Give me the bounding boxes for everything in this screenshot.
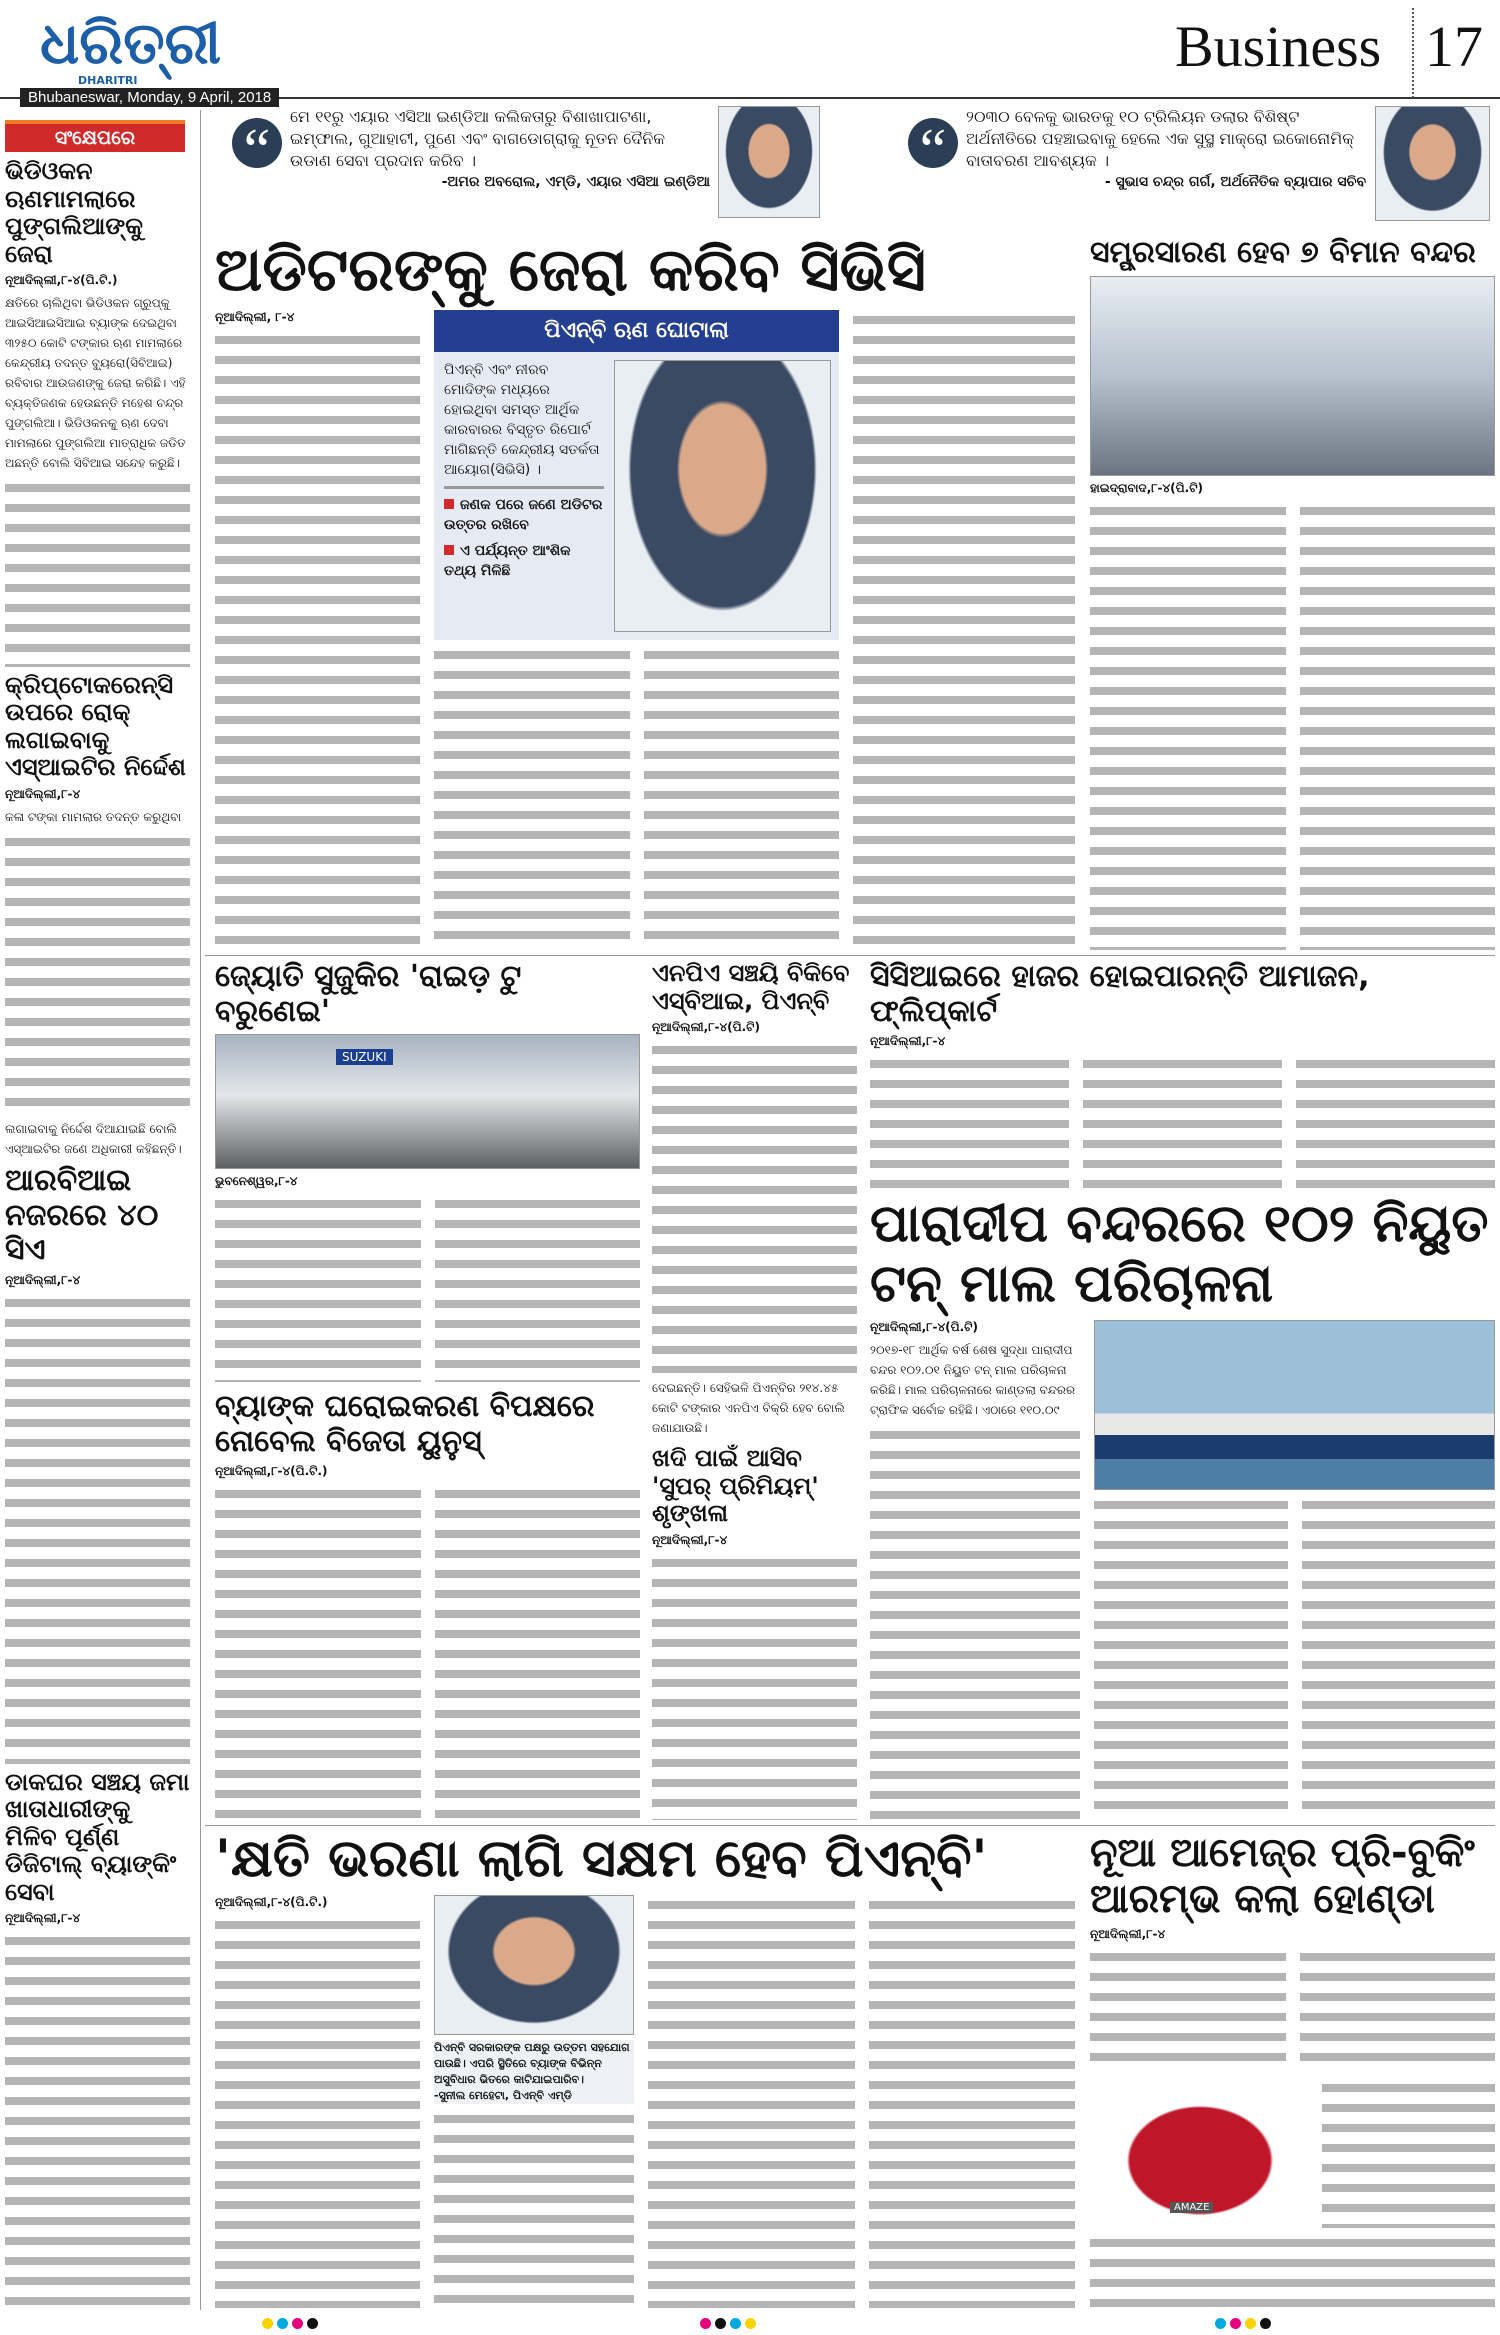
cargo-ship-photo [1094,1320,1495,1490]
caption-attribution: -ସୁନୀଲ ମେହେଟା, ପିଏନ୍‌ବି ଏମ୍‌ଡି [434,2088,572,2102]
body-text [1083,1054,1282,1188]
brief-lead: କଳା ଟଙ୍କା ମାମଲାର ତଦନ୍ତ କରୁଥିବା [5,810,182,824]
cci-headline: ସିସିଆଇରେ ହାଜର ହୋଇପାରନ୍ତି ଆମାଜନ, ଫ୍ଲିପ୍‌କାର୍ଟ [870,959,1370,1029]
print-registration-marks [700,2318,756,2329]
body-text [434,2109,634,2308]
section-rule [205,1825,1495,1826]
column-rule [200,110,201,2310]
brief-headline: କ୍ରିପ୍ଟୋକରେନ୍ସି ଉପରେ ରୋକ୍ ଲଗାଇବାକୁ ଏସ୍‌ଆଇଟିର ନିର୍ଦ୍ଦେଶ [5,670,186,782]
dateline: ନୂଆଦିଲ୍ଲୀ,୮-୪(ପି.ଟି) [870,1319,978,1334]
quote-icon: “ [232,118,282,168]
factbox-title: ପିଏନ୍‌ବି ଋଣ ଘୋଟାଲା [434,310,839,352]
page-number: 17 [1425,14,1483,79]
paradip-columns [870,1320,1495,1820]
body-text [215,1915,420,2308]
quote-icon: “ [908,118,958,168]
brief-headline: ଡାକଘର ସଞ୍ଚୟ ଜମା ଖାତାଧାରୀଙ୍କୁ ମିଳିବ ପୂର୍ଣ୍ଣ ଡିଜିଟାଲ୍ ବ୍ୟାଙ୍କିଂ ସେବା [5,1767,190,1906]
body-text [652,1040,857,1373]
divider [1412,8,1414,98]
body-columns [870,1054,1495,1188]
factbox-text [444,360,604,632]
quote-block [966,106,1366,190]
pnb-headline: 'କ୍ଷତି ଭରଣା ଲାଗି ସକ୍ଷମ ହେବ ପିଏନ୍‌ବି' [215,1829,988,1889]
pnb-columns [215,1895,1075,2308]
logo-latin: DHARITRI [78,74,138,87]
npa-tail: ଦେଇଛନ୍ତି। ସେହିଭଳି ପିଏନ୍‌ବିର ୨୧୪.୪୫ କୋଟି ଟଙ୍କାର ଏନପିଏ ବିକ୍ରି ହେବ ବୋଲି ଜଣାଯାଉଛି। [652,1381,845,1435]
car-row [1090,2078,1495,2228]
story-column [870,1320,1080,1820]
body-text [1090,2233,1495,2308]
brief-tail: ଲଗାଇବାକୁ ନିର୍ଦ୍ଦେଶ ଦିଆଯାଇଛି ବୋଲି ଏସ୍‌ଆଇଟିର ଜଣେ ଅଧିକାରୀ କହିଛନ୍ତି। [5,1122,182,1157]
factbox-point: ଜଣକ ପରେ ଜଣେ ଅଡିଟର ଉତ୍ତର ରଖିବେ [444,497,603,533]
bullet-icon [444,499,454,509]
story-column [1094,1320,1495,1820]
npa-story [652,960,857,1438]
body-text [215,330,420,950]
dateline: ହାଇଦ୍ରାବାଦ,୮-୪(ପି.ଟି) [1090,480,1204,495]
suzuki-story [215,960,640,1382]
body-text [1322,2078,1495,2228]
body-text [652,1553,857,1820]
dateline: ନୂଆଦିଲ୍ଲୀ,୮-୪ [5,787,81,801]
body-text [5,1293,190,1764]
body-text [644,645,840,950]
speaker-photo [718,106,820,218]
suzuki-headline: ଜ୍ୟୋତି ସୁଜୁକିର 'ରାଇଡ଼ ଟୁ ବରୁଣେଇ' [215,959,522,1029]
body-text [853,310,1075,950]
story-column [434,310,839,950]
brief-headline: ଭିଡିଓକନ ଋଣମାମଲାରେ ପୁଙ୍ଗଲିଆଙ୍କୁ ଜେରା [5,157,143,268]
story-column [215,1895,420,2308]
body-text [1302,1495,1496,1820]
dateline: ନୂଆଦିଲ୍ଲୀ,୮-୪(ପି.ଟି.) [215,1894,328,1909]
body-columns [1090,501,1495,951]
speaker-photo [1375,106,1490,221]
khadi-headline: ଖଦି ପାଇଁ ଆସିବ 'ସୁପର୍ ପ୍ରିମିୟମ୍' ଶୃଙ୍ଖଳା [652,1444,819,1528]
briefs-tag: ସଂକ୍ଷେପରେ [5,120,185,152]
khadi-story [652,1445,857,1820]
factbox-content [434,352,839,640]
bullet-icon [444,545,454,555]
print-registration-marks [1215,2318,1271,2329]
quote-text: ୨୦୩୦ ବେଳକୁ ଭାରତକୁ ୧୦ ଟ୍ରିଲିୟନ ଡଲାର ବିଶିଷ୍ଟ ଅର୍ଥନୀତିରେ ପହଞ୍ଚାଇବାକୁ ହେଲେ ଏକ ସୁସ୍ଥ ମାକ୍ରୋ ଇକୋନୋମିକ୍ ବାତାବରଣ ଆବଶ୍ୟକ । [966,107,1355,170]
airport-terminal-photo [1090,276,1495,476]
body-columns [1094,1495,1495,1820]
suzuki-sign: SUZUKI [336,1049,393,1065]
honda-amaze-car-image [1090,2078,1310,2228]
npa-headline: ଏନପିଏ ସଞ୍ଚୟି ବିକିବେ ଏସ୍‌ବିଆଇ, ପିଏନ୍‌ବି [652,959,850,1015]
quote-attribution: -ଅମର ଅବରୋଲ, ଏମ୍‌ଡି, ଏୟାର ଏସିଆ ଇଣ୍ଡିଆ [441,174,710,190]
body-text [215,1194,421,1382]
brief-headline: ଆରବିଆଇ ନଜରରେ ୪୦ ସିଏ [5,1163,159,1268]
paradip-story [870,1195,1495,1820]
dateline: ନୂଆଦିଲ୍ଲୀ,୮-୪ [1090,1927,1166,1941]
briefs-column [5,158,190,2308]
body-text [1090,1947,1286,2073]
body-text [435,1194,641,1382]
cvc-official-photo [614,360,831,632]
quote-attribution: - ସୁଭାସ ଚନ୍ଦ୍ର ଗର୍ଗ, ଅର୍ଥନୈତିକ ବ୍ୟାପାର ସଚିବ [1104,174,1366,190]
body-columns [215,1484,640,1820]
section-title: Business [1175,14,1382,79]
body-text [648,1895,855,2308]
body-text [870,1425,1080,1820]
body-columns [215,1194,640,1382]
body-text [869,1895,1076,2308]
paradip-headline: ପାରାଦୀପ ବନ୍ଦରରେ ୧୦୨ ନିୟୁତ ଟନ୍ ମାଲ ପରିଚାଳନା [870,1194,1489,1314]
pnb-story [215,1830,1075,2308]
main-story-columns [215,310,1075,950]
dateline: ଭୁବନେଶ୍ୱର,୮-୪ [215,1174,298,1188]
main-headline: ଅଡିଟରଙ୍କୁ ଜେରା କରିବ ସିଭିସି [215,235,926,305]
section-rule [205,955,1495,956]
body-text [1094,1495,1288,1820]
body-text [1300,1947,1496,2073]
pnb-md-photo [434,1895,634,2035]
dateline: ନୂଆଦିଲ୍ଲୀ,୮-୪(ପି.ଟି.) [5,273,118,288]
brief-lead: କ୍ଷତିରେ ଚାଲିଥିବା ଭିଡିଓକନ ଗ୍ରୁପ୍‌କୁ ଆଇସିଆଇସିଆଇ ବ୍ୟାଙ୍କ ଦେଇଥିବା ୩୨୫୦ କୋଟି ଟଙ୍କାର ଋଣ ମାମଲାରେ କେନ୍ଦ୍ରୀୟ ତଦନ୍ତ ବ୍ୟୁରୋ(ସିବିଆଇ) ରବିବାର ଆଉଜଣଙ୍କୁ ଜେରା କରିଛି। ଏହି ବ୍ୟକ୍ତିଜଣକ ହେଉଛନ୍ତି ମହେଶ ଚନ୍ଦ୍ର ପୁଙ୍ଗଲିଆ। ଭିଡିଓକନକୁ ଋଣ ଦେବା ମାମଲାରେ ପୁଙ୍ଗଲିଆ ମାତ୍ରାଧିକ ଜଡିତ ଅଛନ୍ତି ବୋଲି ସିବିଆଇ ସନ୍ଦେହ କରୁଛି। [5,296,186,471]
yunus-headline: ବ୍ୟାଙ୍କ ଘରୋଇକରଣ ବିପକ୍ଷରେ ନୋବେଲ ବିଜେତା ୟୁନୁସ୍ [215,1389,595,1459]
car-badge: AMAZE [1170,2202,1213,2213]
airports-headline: ସମ୍ପ୍ରସାରଣ ହେବ ୭ ବିମାନ ବନ୍ଦର [1090,235,1476,270]
body-columns [1090,1947,1495,2073]
dateline: ନୂଆଦିଲ୍ଲୀ, ୮-୪ [215,310,295,324]
story-column [434,1895,634,2308]
body-columns [434,645,839,950]
paradip-lead: ୨୦୧୭-୧୮ ଆର୍ଥିକ ବର୍ଷ ଶେଷ ସୁଦ୍ଧା ପାରାଦୀପ ବନ୍ଦର ୧୦୨.୦୧ ନିୟୁତ ଟନ୍ ମାଲ ପରିଚାଳନା କରିଛି। ମାଲ ପରିଚାଳନାରେ କାଣ୍ଡଲା ବନ୍ଦରର ଟ୍ରାଫିକ ସର୍ବୋଚ୍ଚ ରହିଛି। ଏଠାରେ ୧୧୦.୦୯ [870,1342,1076,1417]
body-text [5,832,190,1114]
cci-story [870,960,1495,1188]
airports-story [1090,236,1495,950]
dateline: ନୂଆଦିଲ୍ଲୀ,୮-୪(ପି.ଟି) [652,1020,760,1035]
dateline: ନୂଆଦିଲ୍ଲୀ,୮-୪ [5,1272,81,1287]
print-registration-marks [262,2318,318,2329]
body-text [1090,501,1286,951]
edition-date: Bhubaneswar, Monday, 9 April, 2018 [20,88,279,107]
body-text [1296,1054,1495,1188]
photo-caption: ପିଏନ୍‌ବି ସରକାରଙ୍କ ପକ୍ଷରୁ ଉତ୍ତମ ସହଯୋଗ ପାଉଛି। ଏପରି ସ୍ଥିତିରେ ବ୍ୟାଙ୍କ ବିଭିନ୍ନ ଅସୁବିଧାର ଭିତରେ କାଟିଯାଇପାରିବ। -ସୁନୀଲ ମେହେଟା, ପିଏନ୍‌ବି ଏମ୍‌ଡି [434,2040,634,2104]
bike-rally-photo [215,1034,640,1169]
body-text [215,1484,421,1820]
factbox-point: ଏ ପର୍ଯ୍ୟନ୍ତ ଆଂଶିକ ତଥ୍ୟ ମିଳିଛି [444,543,571,579]
body-text [1300,501,1496,951]
quote-block [290,106,710,190]
body-text [5,478,190,666]
honda-headline: ନୂଆ ଆମେଜ୍‌ର ପ୍ରି-ବୁକିଂ ଆରମ୍ଭ କଲା ହୋଣ୍ଡା [1090,1830,1475,1922]
dateline: ନୂଆଦିଲ୍ଲୀ,୮-୪ [652,1532,728,1547]
pnb-factbox [434,310,839,640]
dateline: ନୂଆଦିଲ୍ଲୀ,୮-୪ [870,1034,946,1048]
body-text [435,1484,641,1820]
newspaper-logo: ଧରିତ୍ରୀ [40,9,222,77]
yunus-story [215,1390,640,1820]
body-text [870,1054,1069,1188]
quote-text: ମେ ୧୧ରୁ ଏୟାର ଏସିଆ ଇଣ୍ଡିଆ କଲିକତାରୁ ବିଶାଖାପାଟଣା, ଇମ୍ଫାଲ, ଗୁଆହାଟୀ, ପୁଣେ ଏବଂ ବାଗଡୋଗ୍ରାକୁ ନୂତନ ଦୈନିକ ଉଡାଣ ସେବା ପ୍ରଦାନ କରିବ । [290,107,666,170]
main-story [215,236,1075,950]
body-text [5,1931,190,2308]
body-text [434,645,630,950]
divider [444,486,604,489]
dateline: ନୂଆଦିଲ୍ଲୀ,୮-୪(ପି.ଟି.) [215,1464,328,1478]
factbox-summary: ପିଏନ୍‌ବି ଏବଂ ନୀରବ ମୋଦିଙ୍କ ମଧ୍ୟରେ ହୋଇଥିବା ସମସ୍ତ ଆର୍ଥିକ କାରବାରର ବିସ୍ତୃତ ରିପୋର୍ଟ ମାଗିଛନ୍ତି କେନ୍ଦ୍ରୀୟ ସତର୍କତା ଆୟୋଗ(ସିଭିସି) । [444,362,600,478]
honda-story [1090,1830,1495,2308]
story-column [215,310,420,950]
dateline: ନୂଆଦିଲ୍ଲୀ,୮-୪ [5,1911,81,1926]
